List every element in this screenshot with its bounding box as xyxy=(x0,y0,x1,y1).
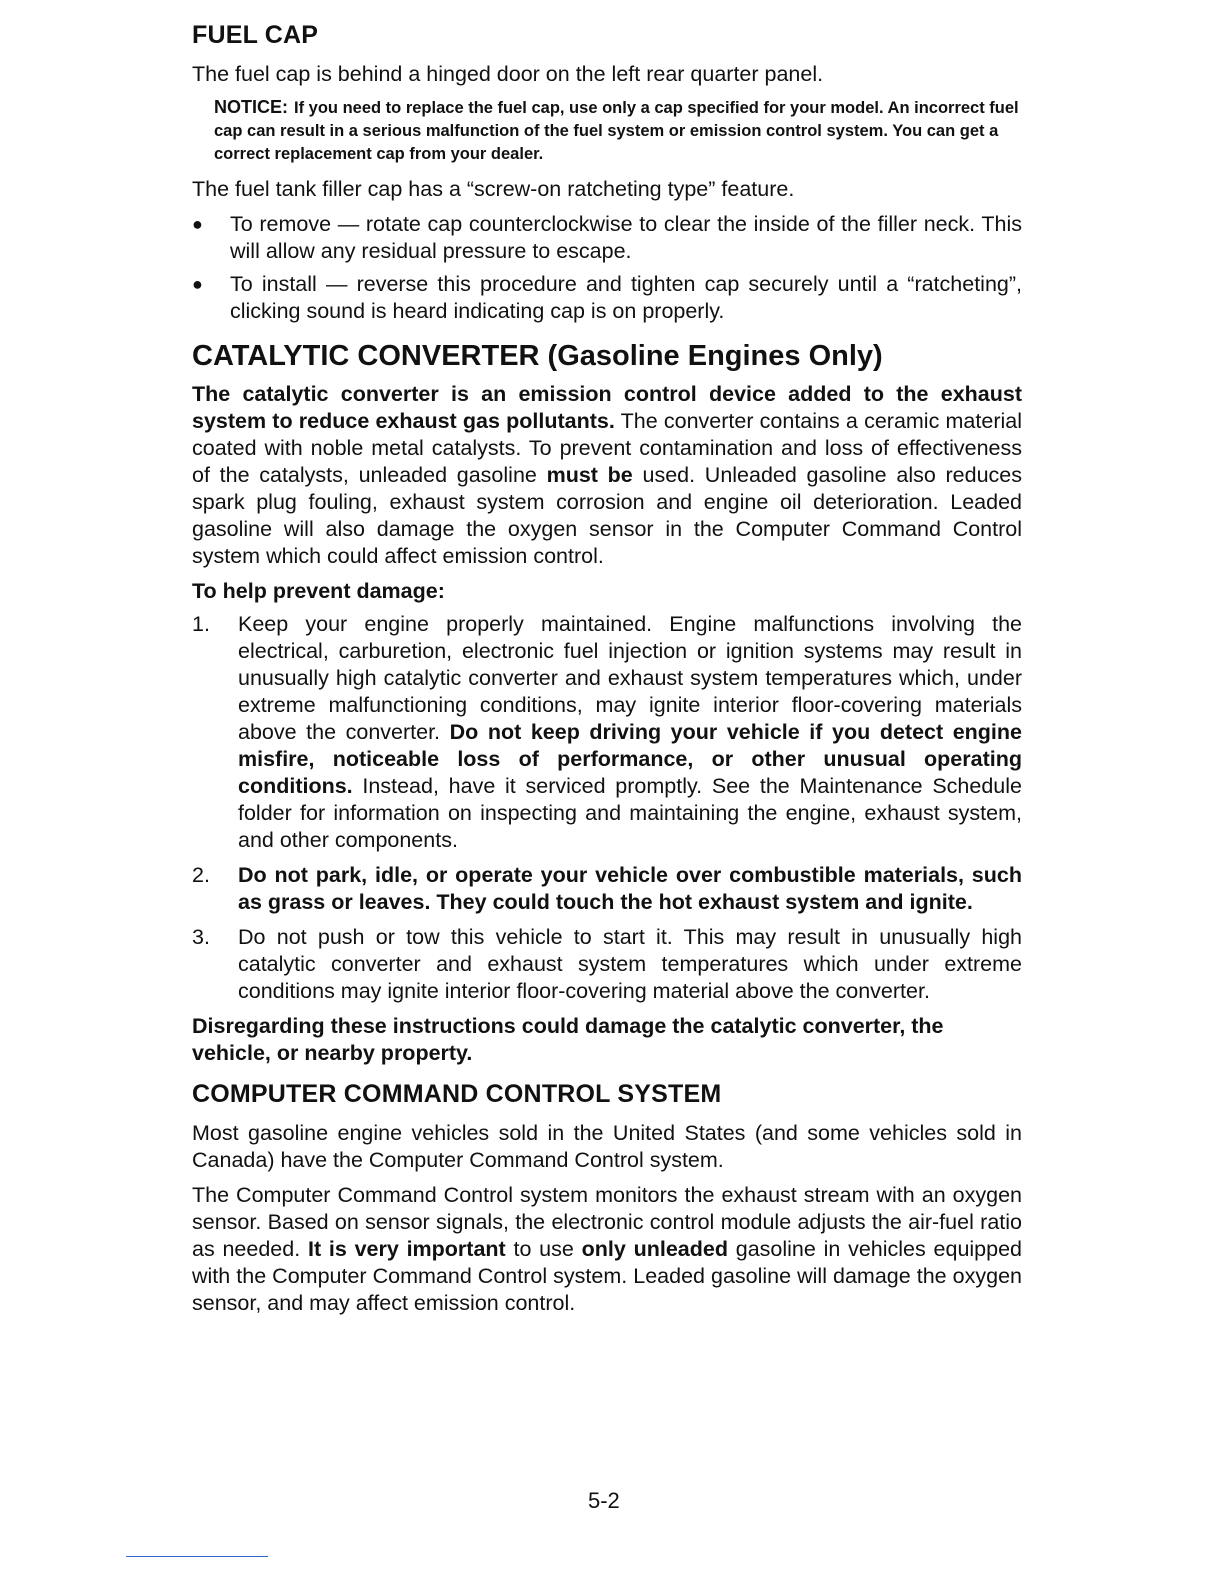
item3-text: Do not push or tow this vehicle to start it. This may result in unusually high catalytic converter and exhaust system temperatures which under extreme conditions may ignite interior floor-covering material above the converter. xyxy=(238,925,1022,1003)
catalytic-text-b: used. Unleaded gasoline also reduces spark plug fouling, exhaust system corrosion and engine oil deterioration. Leaded gasoline will also damage the oxygen sensor in the Computer Command Control system which could affect emission control. xyxy=(192,463,1023,568)
footer-divider xyxy=(126,1556,268,1557)
page-number: 5-2 xyxy=(588,1488,620,1513)
ccc-text-c: gasoline in vehicles equipped with the Computer Command Control system. Leaded gasoline will damage the oxygen sensor, and may affect emission control. xyxy=(192,1237,1023,1315)
bullet-icon: ● xyxy=(192,274,203,294)
step-install: To install — reverse this procedure and tighten cap securely until a “ratcheting”, clicking sound is heard indicating cap is on properly. xyxy=(230,272,1022,323)
prevent-damage-list xyxy=(192,611,1022,1005)
ccc-heading: COMPUTER COMMAND CONTROL SYSTEM xyxy=(192,1080,722,1108)
notice-label: NOTICE: xyxy=(214,97,288,117)
catalytic-warning: Disregarding these instructions could damage the catalytic converter, the vehicle, or nearby property. xyxy=(192,1014,944,1065)
item1-bold: Do not keep driving your vehicle if you detect engine misfire, noticeable loss of performance, or other unusual operating conditions. xyxy=(238,720,1022,798)
item-number: 1. xyxy=(192,612,210,636)
fuel-cap-feature: The fuel tank filler cap has a “screw-on ratcheting type” feature. xyxy=(192,177,795,201)
list-item xyxy=(192,862,1022,916)
list-item xyxy=(192,924,1022,1005)
item2-bold: Do not park, idle, or operate your vehicle over combustible materials, such as grass or leaves. They could touch the hot exhaust system and ignite. xyxy=(238,863,1022,914)
step-remove: To remove — rotate cap counterclockwise to clear the inside of the filler neck. This will allow any residual pressure to escape. xyxy=(230,212,1022,263)
list-item xyxy=(192,611,1022,854)
item-number: 2. xyxy=(192,863,210,887)
catalytic-heading: CATALYTIC CONVERTER (Gasoline Engines Only) xyxy=(192,340,883,372)
notice-block xyxy=(214,96,1022,166)
ccc-text-b: to use xyxy=(505,1237,582,1261)
ccc-bold-important: It is very important xyxy=(307,1237,506,1261)
catalytic-bold-lead: The catalytic converter is an emission control device added to the exhaust system to reduce exhaust gas pollutants. xyxy=(192,382,1022,433)
ccc-paragraph-1: Most gasoline engine vehicles sold in the United States (and some vehicles sold in Canada) have the Computer Command Control system. xyxy=(192,1121,1022,1172)
notice-text: If you need to replace the fuel cap, use only a cap specified for your model. An incorrect fuel cap can result in a serious malfunction of the fuel system or emission control system. You can get a correct replacement cap from your dealer. xyxy=(214,99,1019,163)
item-number: 3. xyxy=(192,925,210,949)
prevent-damage-subheading: To help prevent damage: xyxy=(192,579,445,603)
list-item xyxy=(192,211,1022,265)
manual-page xyxy=(192,22,1022,1325)
catalytic-bold-must: must be xyxy=(546,463,633,487)
list-item xyxy=(192,271,1022,325)
catalytic-text-a: The converter contains a ceramic material coated with noble metal catalysts. To prevent contamination and loss of effectiveness of the catalysts, unleaded gasoline xyxy=(192,409,1022,487)
ccc-bold-unleaded: only unleaded xyxy=(581,1237,728,1261)
item1-text-b: Instead, have it serviced promptly. See the Maintenance Schedule folder for information on inspecting and maintaining the engine, exhaust system, and other components. xyxy=(238,774,1022,852)
item1-text-a: Keep your engine properly maintained. Engine malfunctions involving the electrical, carburetion, electronic fuel injection or ignition systems may result in unusually high catalytic converter and exhaust system temperatures which, under extreme malfunctioning conditions, may ignite interior floor-covering materials above the converter. xyxy=(238,612,1022,744)
ccc-text-a: The Computer Command Control system monitors the exhaust stream with an oxygen sensor. Based on sensor signals, the electronic control module adjusts the air-fuel ratio as needed. xyxy=(192,1183,1022,1261)
fuel-cap-heading: FUEL CAP xyxy=(192,21,319,49)
fuel-cap-steps xyxy=(192,211,1022,325)
bullet-icon: ● xyxy=(192,214,203,234)
catalytic-paragraph xyxy=(192,381,1022,570)
fuel-cap-intro: The fuel cap is behind a hinged door on the left rear quarter panel. xyxy=(192,62,824,86)
ccc-paragraph-2 xyxy=(192,1182,1022,1317)
